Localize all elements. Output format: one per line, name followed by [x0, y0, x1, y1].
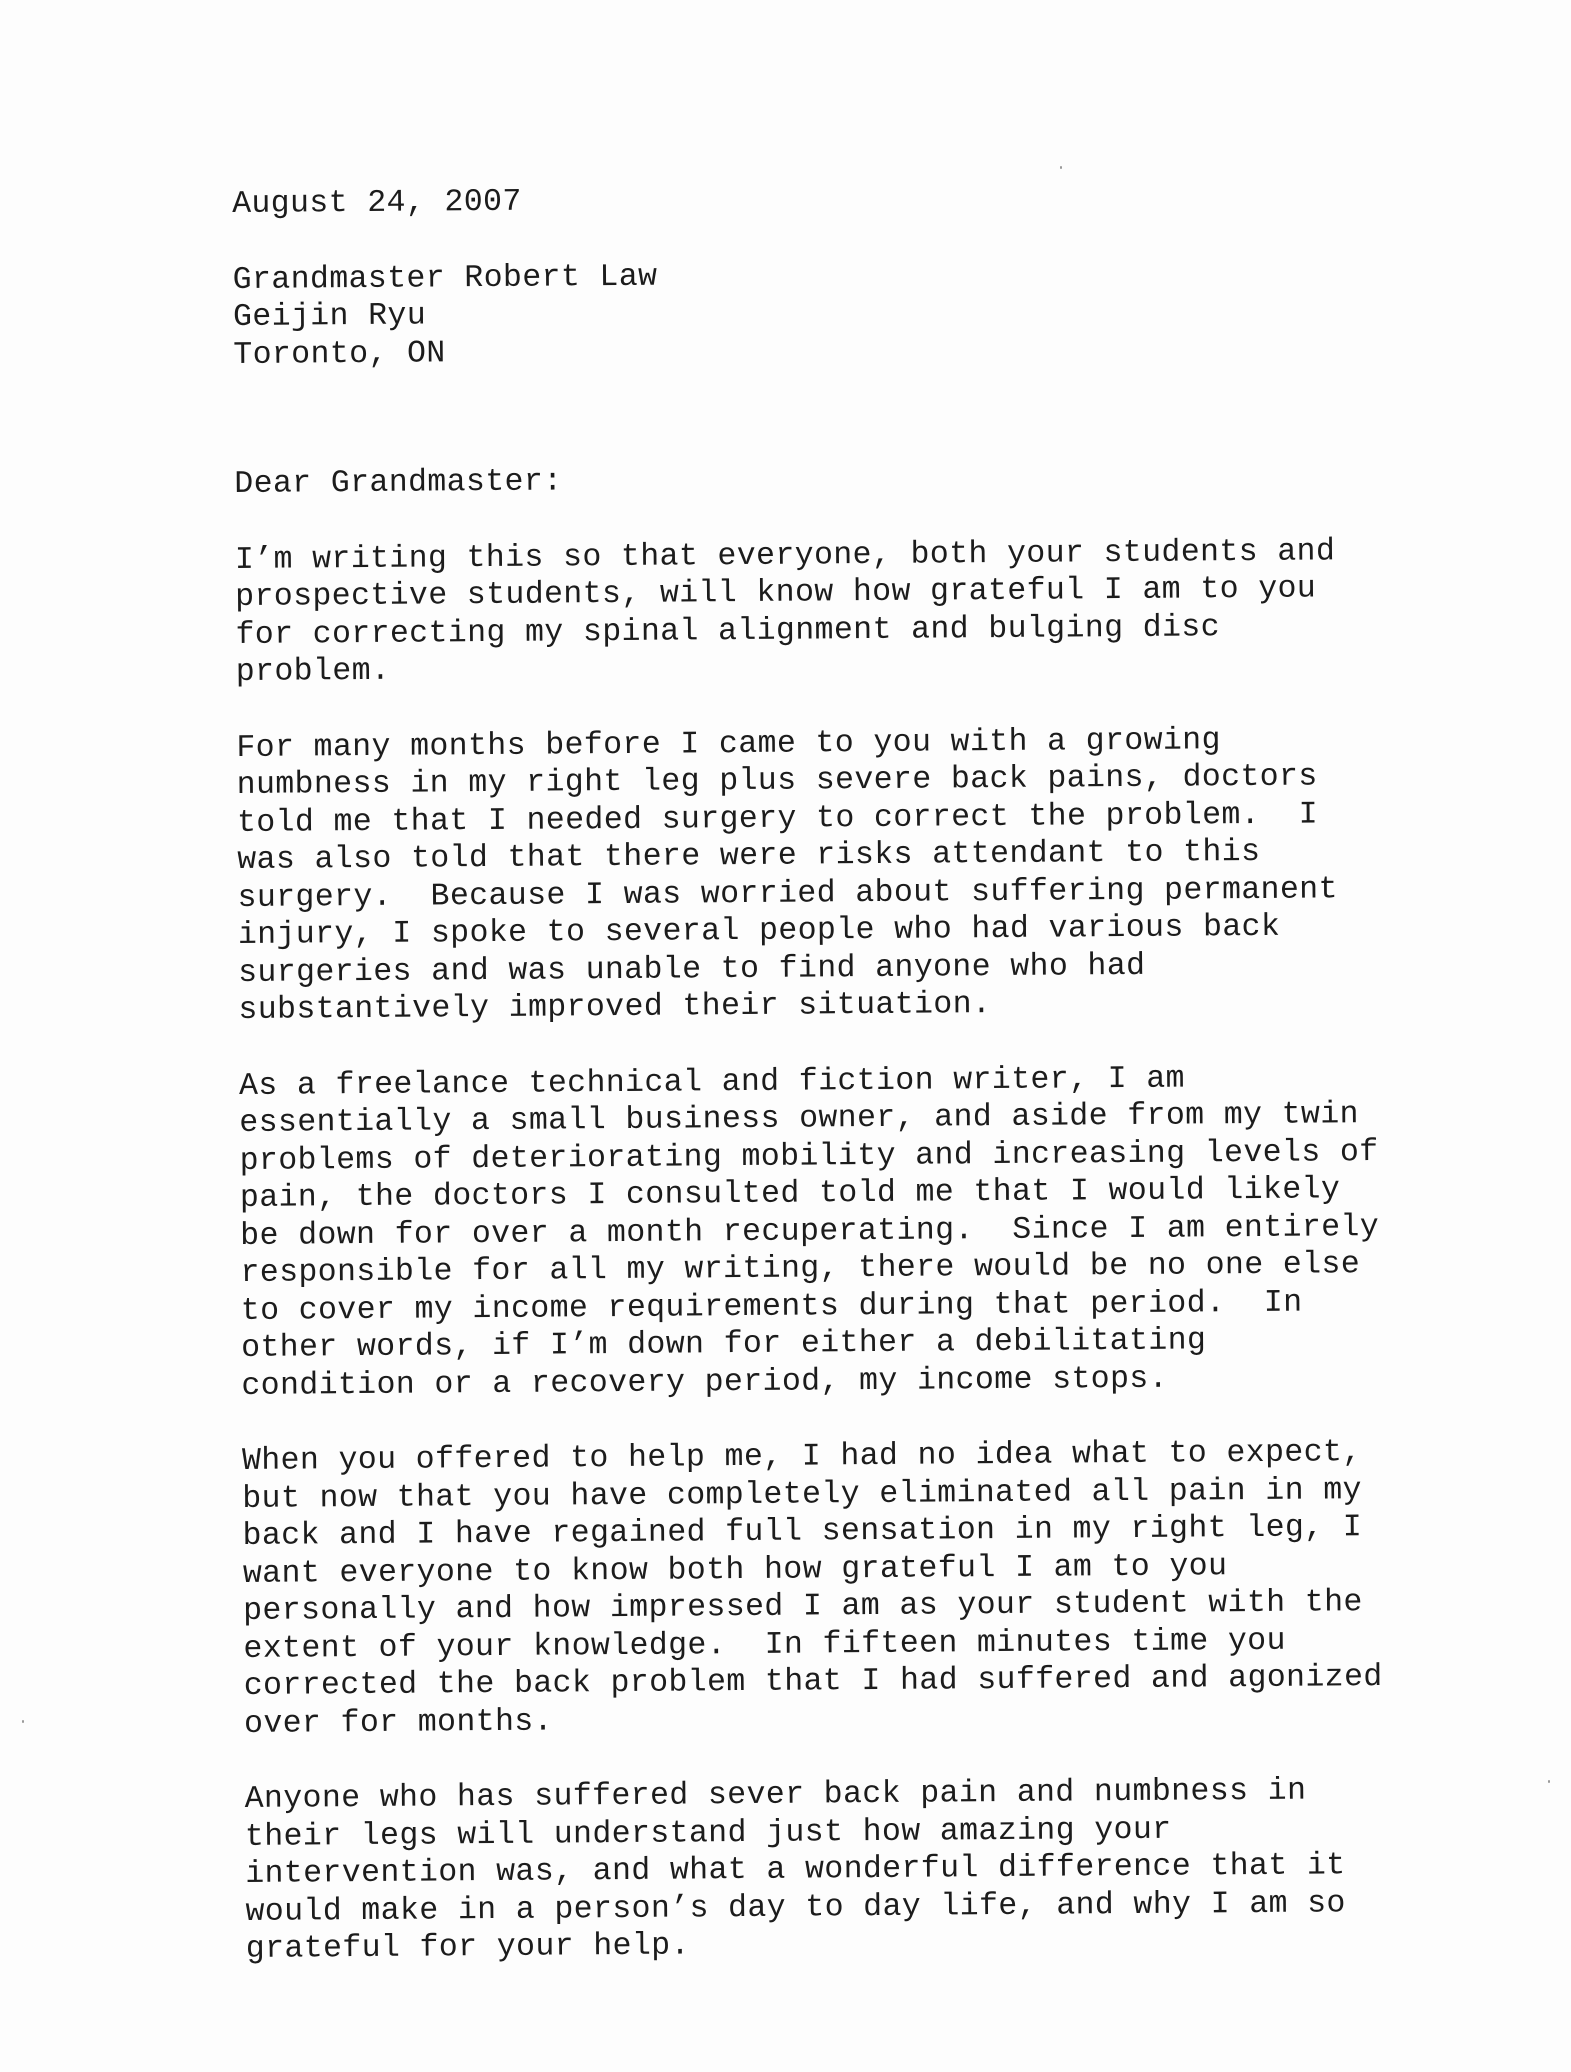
paragraph [235, 532, 1436, 691]
letter-date: August 24, 2007 [232, 184, 522, 222]
paragraph-line: surgeries and was unable to find anyone who had [238, 948, 1146, 991]
recipient-organization: Geijin Ryu [232, 298, 427, 335]
paragraph-line: substantively improved their situation. [238, 987, 992, 1028]
paragraph-line: extent of your knowledge. In fifteen minutes time you [243, 1623, 1286, 1667]
paragraph-line: would make in a person’s day to day life, and why I am so [245, 1885, 1346, 1930]
scan-speck [1548, 1780, 1550, 1783]
paragraph-line: intervention was, and what a wonderful difference that it [245, 1848, 1346, 1892]
paragraph-line: problem. [235, 653, 391, 690]
letter-body [232, 177, 1446, 1969]
paragraph [239, 1058, 1442, 1405]
paragraph-line: but now that you have completely eliminated all pain in my [242, 1472, 1362, 1517]
paragraph-line: pain, the doctors I consulted told me that I would likely [239, 1172, 1341, 1216]
recipient-address [233, 252, 1434, 374]
paragraph-line: As a freelance technical and fiction writer, I am [238, 1061, 1186, 1104]
paragraph-line: for correcting my spinal alignment and bulging disc [235, 609, 1221, 653]
paragraph-line: essentially a small business owner, and aside from my twin [239, 1097, 1360, 1141]
paragraph-line: corrected the back problem that I had suffered and agonized [243, 1660, 1383, 1704]
paragraph-line: want everyone to know both how grateful I am to you [242, 1548, 1228, 1592]
salutation: Dear Grandmaster: [234, 464, 563, 502]
paragraph-line: be down for over a month recuperating. Since I am entirely [240, 1209, 1380, 1254]
paragraph-line: numbness in my right leg plus severe back pains, doctors [236, 759, 1318, 803]
paragraph-line: problems of deteriorating mobility and increasing levels of [239, 1134, 1379, 1179]
recipient-city: Toronto, ON [233, 335, 446, 373]
paragraph-line: grateful for your help. [245, 1928, 690, 1967]
paragraph-line: personally and how impressed I am as your student with the [243, 1585, 1363, 1629]
paragraph-line: When you offered to help me, I had no idea what to expect, [241, 1435, 1362, 1479]
paragraph-line: was also told that there were risks attendant to this [237, 834, 1261, 878]
paragraph [245, 1772, 1446, 1969]
paragraph-line: their legs will understand just how amazing your [244, 1812, 1172, 1855]
paragraph-line: For many months before I came to you with a growing [236, 722, 1221, 766]
paragraph [236, 720, 1438, 1029]
paragraph-line: told me that I needed surgery to correct the problem. I [236, 796, 1319, 841]
paragraph-line: other words, if I’m down for either a debilitating [240, 1323, 1207, 1366]
paragraph-line: prospective students, will know how grateful I am to you [235, 571, 1317, 615]
paragraph-line: responsible for all my writing, there would be no one else [240, 1247, 1361, 1291]
scan-speck [1060, 166, 1062, 169]
paragraph-line: I’m writing this so that everyone, both your students and [234, 533, 1336, 578]
paragraph-line: condition or a recovery period, my income stops. [241, 1361, 1169, 1404]
paragraph-line: back and I have regained full sensation in my right leg, I [242, 1510, 1363, 1554]
paragraph-line: over for months. [243, 1704, 554, 1742]
paragraph-line: Anyone who has suffered sever back pain and numbness in [244, 1773, 1307, 1817]
paragraph-line: to cover my income requirements during that period. In [240, 1285, 1303, 1329]
paragraph-line: injury, I spoke to several people who had various back [237, 909, 1281, 953]
recipient-name: Grandmaster Robert Law [232, 259, 658, 298]
paragraph-line: surgery. Because I was worried about suffering permanent [237, 871, 1338, 916]
paragraph [242, 1434, 1444, 1743]
scan-speck [22, 1720, 24, 1723]
